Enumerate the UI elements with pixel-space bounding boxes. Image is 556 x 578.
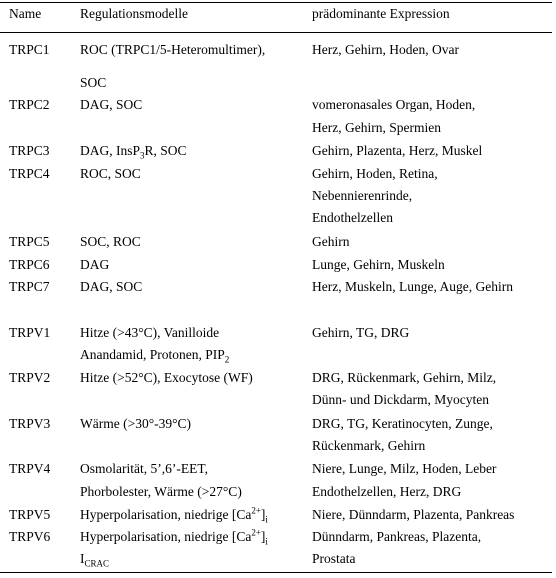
row-expression: Lunge, Gehirn, Muskeln — [312, 257, 445, 272]
row-expression: vomeronasales Organ, Hoden, — [312, 97, 476, 112]
row-regulation: Hitze (>43°C), Vanilloide — [80, 325, 220, 340]
row-name: TRPC4 — [9, 166, 50, 181]
row-expression: DRG, TG, Keratinocyten, Zunge, — [312, 416, 493, 431]
row-name: TRPV3 — [9, 416, 51, 431]
header-name: Name — [9, 6, 42, 21]
row-name: TRPV4 — [9, 461, 51, 476]
header-rule — [0, 32, 552, 33]
top-rule — [0, 2, 552, 3]
row-regulation: DAG, SOC — [80, 279, 143, 294]
row-regulation: SOC, ROC — [80, 234, 141, 249]
row-regulation: Wärme (>30°-39°C) — [80, 416, 191, 431]
row-regulation: SOC — [80, 75, 107, 90]
row-regulation: $I_{CRAC}$ — [80, 551, 110, 569]
row-expression: Herz, Muskeln, Lunge, Auge, Gehirn — [312, 279, 513, 294]
row-name: TRPC7 — [9, 279, 50, 294]
row-regulation: Anandamid, Protonen, $PIP_2$ — [80, 347, 230, 365]
row-regulation: DAG, InsP$_3$R, SOC — [80, 143, 187, 161]
row-name: TRPC2 — [9, 97, 50, 112]
header-expression: prädominante Expression — [312, 6, 450, 21]
row-name: TRPC5 — [9, 234, 50, 249]
row-expression: Herz, Gehirn, Hoden, Ovar — [312, 42, 459, 57]
row-regulation: ROC, SOC — [80, 166, 141, 181]
row-name: TRPC3 — [9, 143, 50, 158]
row-expression: Herz, Gehirn, Spermien — [312, 120, 441, 135]
row-name: TRPV5 — [9, 507, 51, 522]
row-name: TRPV2 — [9, 370, 51, 385]
row-regulation: Hyperpolarisation, niedrige $[Ca^{2+}]_i$ — [80, 527, 268, 547]
row-expression: Niere, Dünndarm, Plazenta, Pankreas — [312, 507, 515, 522]
row-regulation: DAG, SOC — [80, 97, 143, 112]
bottom-rule — [0, 572, 552, 573]
row-name: TRPV1 — [9, 325, 51, 340]
row-expression: Rückenmark, Gehirn — [312, 438, 426, 453]
row-regulation: DAG — [80, 257, 110, 272]
row-regulation: Osmolarität, 5’,6’-EET, — [80, 461, 208, 476]
row-regulation: Phorbolester, Wärme (>27°C) — [80, 484, 242, 499]
row-expression: Nebennierenrinde, — [312, 188, 413, 203]
row-expression: Gehirn, Plazenta, Herz, Muskel — [312, 143, 483, 158]
header-regulation: Regulationsmodelle — [80, 6, 188, 21]
row-expression: Gehirn, TG, DRG — [312, 325, 410, 340]
row-expression: Gehirn — [312, 234, 350, 249]
row-expression: DRG, Rückenmark, Gehirn, Milz, — [312, 370, 497, 385]
row-regulation: ROC (TRPC1/5-Heteromultimer), — [80, 42, 266, 57]
row-name: TRPV6 — [9, 529, 51, 544]
row-expression: Endothelzellen — [312, 210, 393, 225]
row-expression: Gehirn, Hoden, Retina, — [312, 166, 438, 181]
row-regulation: Hitze (>52°C), Exocytose (WF) — [80, 370, 253, 385]
row-regulation: Hyperpolarisation, niedrige $[Ca^{2+}]_i$ — [80, 505, 268, 525]
row-expression: Endothelzellen, Herz, DRG — [312, 484, 462, 499]
row-expression: Niere, Lunge, Milz, Hoden, Leber — [312, 461, 497, 476]
row-expression: Dünndarm, Pankreas, Plazenta, — [312, 529, 482, 544]
row-expression: Prostata — [312, 551, 356, 566]
row-name: TRPC6 — [9, 257, 50, 272]
row-expression: Dünn- und Dickdarm, Myocyten — [312, 392, 489, 407]
row-name: TRPC1 — [9, 42, 50, 57]
